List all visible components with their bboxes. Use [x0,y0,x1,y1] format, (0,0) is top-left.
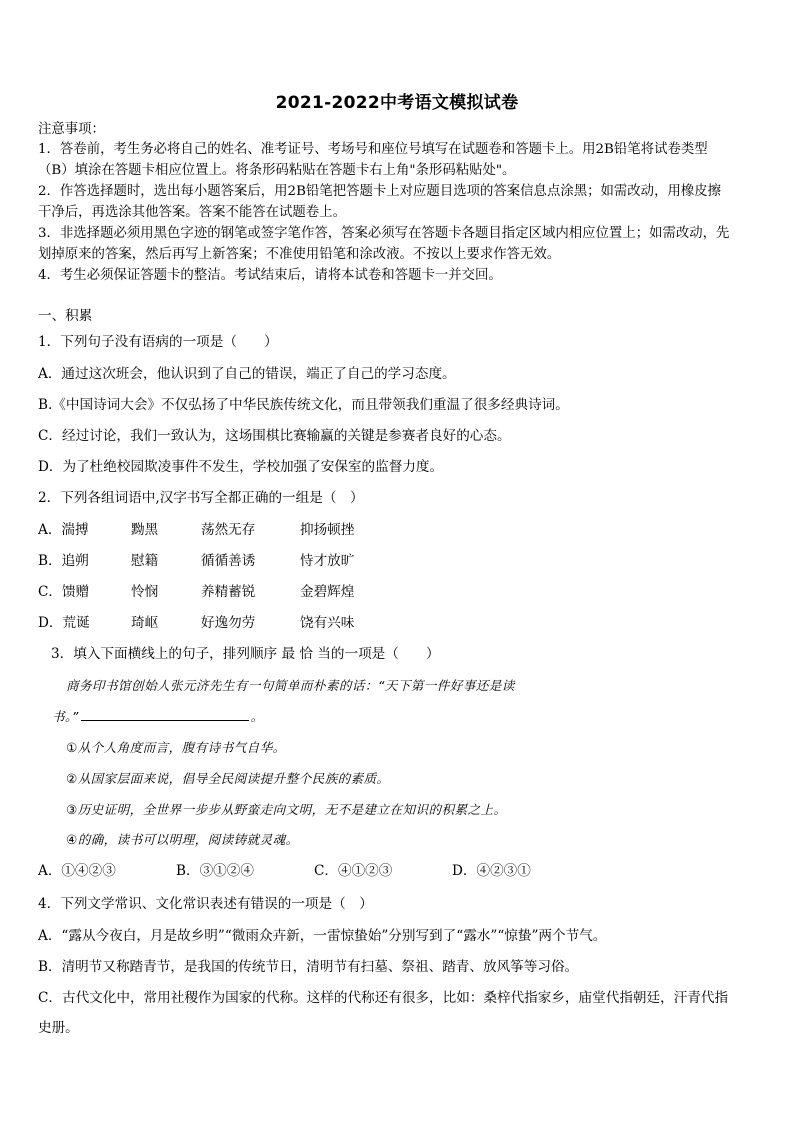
question-4-stem: 4．下列文学常识、文化常识表述有错误的一项是（ ） [38,896,373,912]
word: 金碧辉煌 [300,584,355,600]
question-1-option: D．为了杜绝校园欺凌事件不发生，学校加强了安保室的监督力度。 [38,459,444,475]
question-4-option: A．“露从今夜白，月是故乡明”“微雨众卉新，一雷惊蛰始”分别写到了“露水”“惊蛰”两个节气。 [38,928,607,944]
word: 黝黑 [131,522,159,538]
word: C．馈赠 [38,584,90,600]
question-3-item: ④的确，读书可以明理，阅读铸就灵魂。 [66,832,299,847]
word: 养精蓄锐 [201,584,256,600]
question-3-answer-a: A．①④②③ [38,863,116,879]
word: 怜悯 [131,584,159,600]
note-line: 2．作答选择题时，选出每小题答案后，用2B铅笔把答题卡上对应题目选项的答案信息点涂黑；如需改动，用橡皮擦 [38,184,722,199]
question-4-option-continued: 史册。 [38,1020,79,1036]
passage-text: 书。” [52,709,79,724]
passage-text: 。 [250,709,264,724]
question-3-answer-c: C．④①②③ [314,863,393,879]
question-1-stem: 1．下列句子没有语病的一项是（ ） [38,334,278,350]
word: B．追朔 [38,553,89,569]
question-3-answer-b: B．③①②④ [176,863,254,879]
section-heading: 一、积累 [38,308,93,324]
notes-heading: 注意事项： [38,122,105,137]
question-4-option: B．清明节又称踏青节，是我国的传统节日，清明节有扫墓、祭祖、踏青、放风筝等习俗。 [38,959,579,975]
question-1-option: A．通过这次班会，他认识到了自己的错误，端正了自己的学习态度。 [38,366,456,382]
word: 好逸勿劳 [201,615,256,631]
question-3-item: ①从个人角度而言，腹有诗书气自华。 [66,740,286,755]
note-line: （B）填涂在答题卡相应位置上。将条形码粘贴在答题卡右上角"条形码粘贴处"。 [38,163,516,178]
question-1-option: B.《中国诗词大会》不仅弘扬了中华民族传统文化，而且带领我们重温了很多经典诗词。 [38,397,569,413]
question-3-item: ③历史证明，全世界一步步从野蛮走向文明，无不是建立在知识的积累之上。 [66,802,507,817]
note-line: 划掉原来的答案，然后再写上新答案；不准使用铅笔和涂改液。不按以上要求作答无效。 [38,247,561,262]
word: 饶有兴味 [300,615,355,631]
word: A．湍搏 [38,522,89,538]
exam-title: 2021-2022中考语文模拟试卷 [275,93,519,113]
question-3-passage: 商务印书馆创始人张元济先生有一句简单而朴素的话：“天下第一件好事还是读 [66,678,515,693]
answer-blank[interactable] [81,708,249,721]
word: 循循善诱 [201,553,256,569]
word: 琦岖 [131,615,159,631]
note-line: 4．考生必须保证答题卡的整洁。考试结束后，请将本试卷和答题卡一并交回。 [38,268,502,283]
question-3-item: ②从国家层面来说，倡导全民阅读提升整个民族的素质。 [66,771,390,786]
word: 慰籍 [131,553,159,569]
word: 抑扬顿挫 [300,522,355,538]
word: 荡然无存 [201,522,256,538]
note-line: 1．答卷前，考生务必将自己的姓名、准考证号、考场号和座位号填写在试题卷和答题卡上。用2B铅笔将试卷类型 [38,142,708,157]
question-3-passage-line-2 [52,707,264,727]
note-line: 干净后，再选涂其他答案。答案不能答在试题卷上。 [38,205,346,220]
note-line: 3．非选择题必须用黑色字迹的钢笔或签字笔作答，答案必须写在答题卡各题目指定区域内相应位置上；如需改动，先 [38,226,730,241]
question-4-option: C．古代文化中，常用社稷作为国家的代称。这样的代称还有很多，比如：桑梓代指家乡，庙堂代指朝廷，汗青代指 [38,990,729,1006]
question-3-stem: 3．填入下面横线上的句子，排列顺序 最 恰 当的一项是（ ） [51,646,440,662]
question-2-stem: 2．下列各组词语中,汉字书写全都正确的一组是（ ） [38,490,364,506]
word: 恃才放旷 [300,553,355,569]
word: D．荒诞 [38,615,90,631]
question-3-answer-d: D．④②③① [452,863,531,879]
question-1-option: C．经过讨论，我们一致认为，这场围棋比赛输赢的关键是参赛者良好的心态。 [38,428,511,444]
